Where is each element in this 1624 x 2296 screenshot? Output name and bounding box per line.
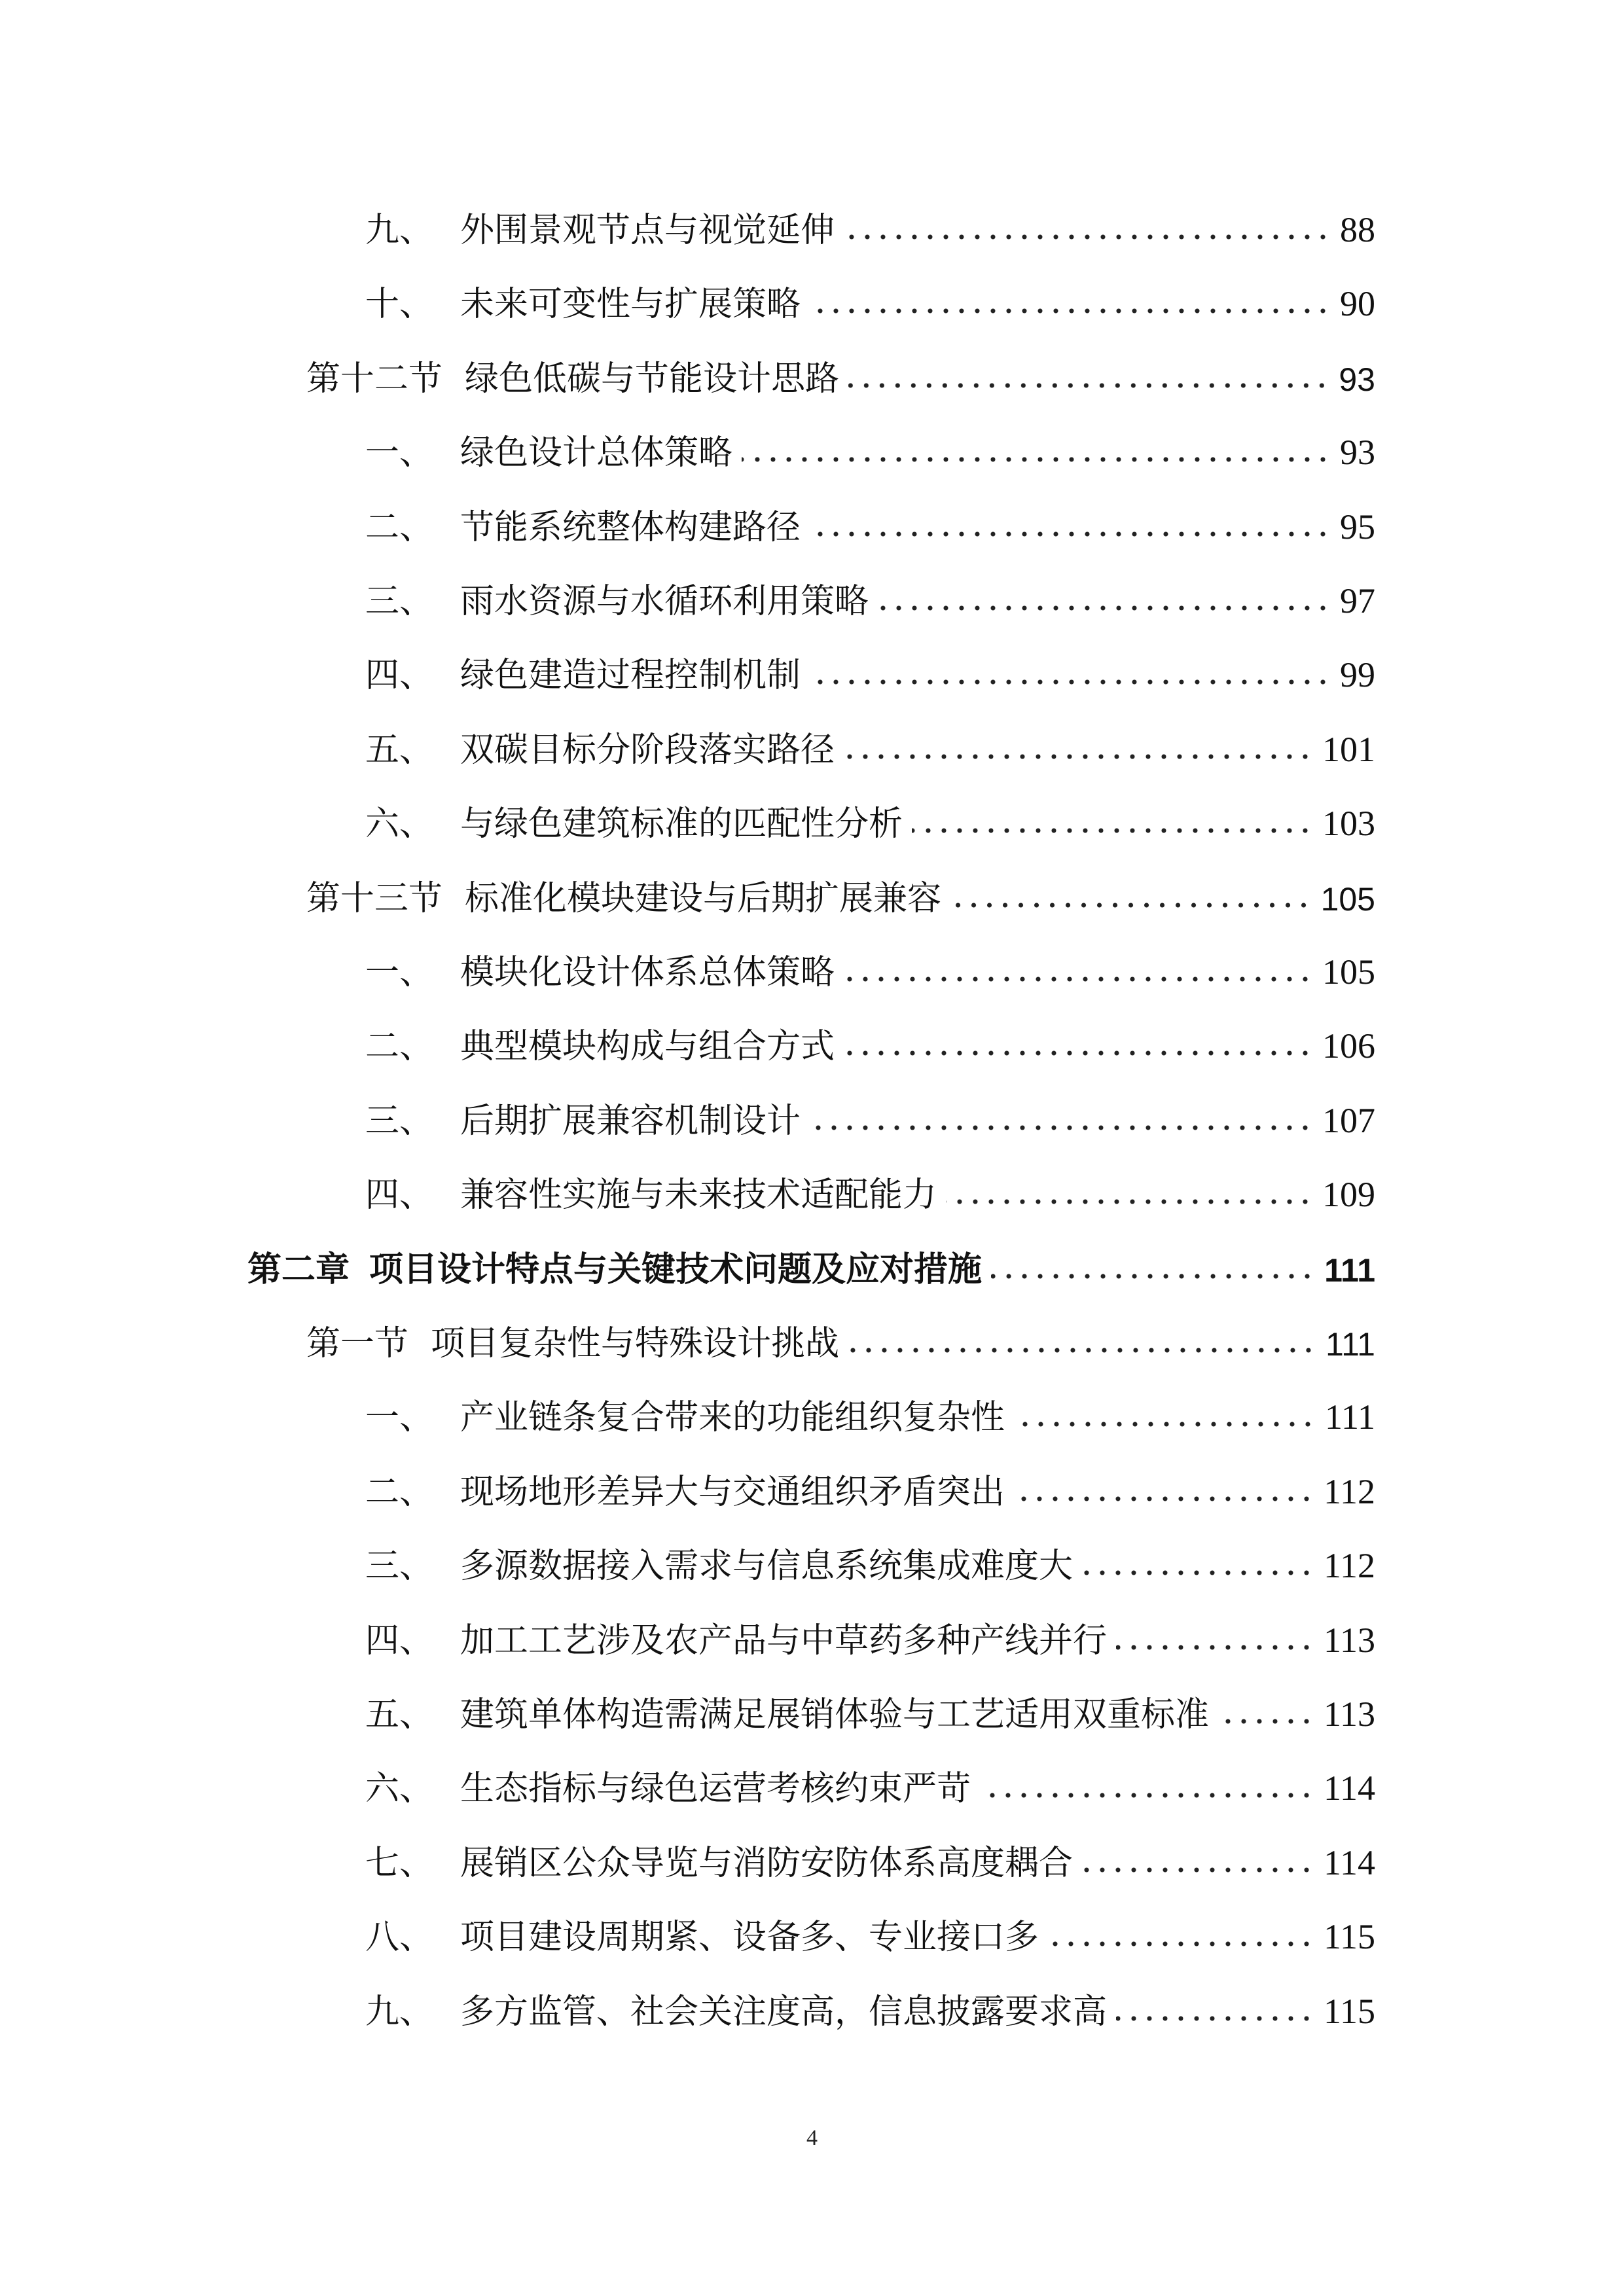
toc-entry-title: 展销区公众导览与消防安防体系高度耦合: [460, 1843, 1074, 1883]
dot-leader: [844, 230, 1331, 243]
toc-entry-title: 典型模块构成与组合方式: [460, 1027, 835, 1067]
toc-entry-title: 项目设计特点与关键技术问题及应对措施: [369, 1249, 983, 1289]
toc-item-entry[interactable]: [365, 1079, 1375, 1141]
dot-leader: [844, 1047, 1313, 1060]
dot-leader: [848, 379, 1329, 392]
dot-leader: [1116, 2012, 1314, 2025]
toc-entry-title: 多源数据接入需求与信息系统集成难度大: [460, 1547, 1074, 1587]
dot-leader: [912, 824, 1313, 837]
dot-leader: [810, 528, 1331, 541]
toc-entry-number: 一、: [365, 1398, 434, 1438]
toc-entry-title: 绿色设计总体策略: [460, 433, 733, 473]
toc-entry-title: 未来可变性与扩展策略: [460, 285, 801, 325]
toc-section-entry[interactable]: [306, 1302, 1375, 1361]
dot-leader: [946, 1195, 1313, 1208]
toc-entry-number: 五、: [365, 730, 434, 770]
toc-entry-page-number: 97: [1340, 581, 1375, 620]
toc-section-entry[interactable]: [306, 337, 1375, 399]
toc-entry-number: 四、: [365, 1621, 434, 1660]
toc-item-entry[interactable]: [365, 188, 1375, 250]
dot-leader: [950, 899, 1312, 912]
dot-leader: [848, 1344, 1316, 1357]
dot-leader: [1082, 1863, 1314, 1876]
toc-item-entry[interactable]: [365, 411, 1375, 473]
toc-item-entry[interactable]: [365, 262, 1375, 325]
toc-entry-number: 四、: [365, 656, 434, 696]
toc-entry-page-number: 105: [1322, 952, 1375, 992]
toc-entry-title: 现场地形差异大与交通组织矛盾突出: [460, 1472, 1005, 1512]
toc-entry-page-number: 111: [1325, 1397, 1375, 1437]
toc-entry-page-number: 111: [1325, 1326, 1375, 1363]
toc-entry-number: 九、: [365, 211, 434, 250]
toc-entry-page-number: 112: [1324, 1471, 1375, 1511]
dot-leader: [1082, 1566, 1314, 1579]
toc-entry-number: 四、: [365, 1175, 434, 1215]
toc-item-entry[interactable]: [365, 1970, 1375, 2032]
toc-entry-page-number: 109: [1322, 1175, 1375, 1215]
page-number: 4: [806, 2126, 818, 2150]
toc-entry-number: 九、: [365, 1992, 434, 2032]
toc-entry-title: 加工工艺涉及农产品与中草药多种产线并行: [460, 1621, 1108, 1660]
toc-chapter-entry[interactable]: [247, 1228, 1375, 1287]
dot-leader: [980, 1789, 1314, 1802]
toc-item-entry[interactable]: [365, 708, 1375, 770]
toc-entry-number: 三、: [365, 1101, 434, 1141]
toc-entry-page-number: 90: [1340, 284, 1375, 324]
toc-entry-page-number: 107: [1322, 1100, 1375, 1140]
toc-item-entry[interactable]: [365, 1376, 1375, 1438]
toc-item-entry[interactable]: [365, 1747, 1375, 1809]
toc-item-entry[interactable]: [365, 1450, 1375, 1512]
toc-entry-number: 二、: [365, 1027, 434, 1067]
toc-item-entry[interactable]: [365, 1599, 1375, 1658]
toc-entry-title: 外围景观节点与视觉延伸: [460, 211, 835, 250]
dot-leader: [844, 750, 1313, 763]
toc-entry-title: 绿色低碳与节能设计思路: [465, 359, 840, 399]
dot-leader: [878, 601, 1331, 615]
dot-leader: [1116, 1641, 1314, 1654]
toc-entry-number: 二、: [365, 1472, 434, 1512]
toc-entry-title: 项目复杂性与特殊设计挑战: [431, 1324, 840, 1363]
toc-entry-number: 六、: [365, 1769, 434, 1809]
toc-entry-page-number: 112: [1324, 1546, 1375, 1586]
toc-entry-page-number: 113: [1324, 1695, 1375, 1734]
toc-entry-title: 产业链条复合带来的功能组织复杂性: [460, 1398, 1005, 1438]
toc-item-entry[interactable]: [365, 1524, 1375, 1587]
toc-entry-title: 兼容性实施与未来技术适配能力: [460, 1175, 937, 1215]
toc-entry-title: 后期扩展兼容机制设计: [460, 1101, 801, 1141]
toc-entry-title: 模块化设计体系总体策略: [460, 953, 835, 992]
toc-entry-number: 三、: [365, 582, 434, 621]
toc-entry-page-number: 115: [1324, 1917, 1375, 1957]
toc-entry-number: 六、: [365, 804, 434, 844]
toc-entry-number: 一、: [365, 433, 434, 473]
toc-item-entry[interactable]: [365, 560, 1375, 619]
toc-entry-title: 与绿色建筑标准的匹配性分析: [460, 804, 903, 844]
toc-entry-page-number: 93: [1340, 433, 1375, 473]
toc-entry-number: 七、: [365, 1843, 434, 1883]
toc-item-entry[interactable]: [365, 486, 1375, 545]
dot-leader: [844, 973, 1313, 986]
toc-entry-number: 三、: [365, 1547, 434, 1587]
toc-entry-title: 节能系统整体构建路径: [460, 507, 801, 547]
dot-leader: [742, 453, 1331, 466]
toc-entry-title: 多方监管、社会关注度高，信息披露要求高: [460, 1992, 1108, 2032]
toc-entry-title: 项目建设周期紧、设备多、专业接口多: [460, 1918, 1039, 1958]
toc-entry-number: 一、: [365, 953, 434, 992]
toc-entry-page-number: 111: [1324, 1251, 1375, 1289]
toc-item-entry[interactable]: [365, 782, 1375, 844]
toc-item-entry[interactable]: [365, 1895, 1375, 1958]
dot-leader: [1218, 1715, 1314, 1728]
toc-entry-page-number: 88: [1340, 210, 1375, 249]
toc-entry-page-number: 99: [1340, 655, 1375, 695]
dot-leader: [810, 1121, 1313, 1134]
dot-leader: [810, 675, 1331, 689]
toc-entry-title: 标准化模块建设与后期扩展兼容: [465, 878, 942, 918]
toc-entry-page-number: 93: [1339, 361, 1375, 398]
toc-entry-page-number: 105: [1320, 880, 1375, 918]
toc-entry-number: 十、: [365, 285, 434, 325]
toc-item-entry[interactable]: [365, 1821, 1375, 1883]
toc-entry-number: 八、: [365, 1918, 434, 1958]
toc-item-entry[interactable]: [365, 1005, 1375, 1067]
toc-item-entry[interactable]: [365, 1153, 1375, 1215]
toc-entry-page-number: 106: [1322, 1026, 1375, 1066]
dot-leader: [991, 1270, 1315, 1283]
toc-entry-page-number: 114: [1324, 1768, 1375, 1808]
toc-entry-page-number: 103: [1322, 804, 1375, 844]
toc-item-entry[interactable]: [365, 1673, 1375, 1732]
dot-leader: [1014, 1492, 1314, 1505]
toc-entry-number: 第一节: [306, 1324, 409, 1363]
toc-entry-page-number: 101: [1322, 729, 1375, 769]
toc-entry-number: 第十三节: [306, 878, 443, 918]
toc-entry-page-number: 114: [1324, 1842, 1375, 1882]
toc-entry-title: 双碳目标分阶段落实路径: [460, 730, 835, 770]
toc-entry-title: 雨水资源与水循环利用策略: [460, 582, 869, 621]
toc-entry-title: 绿色建造过程控制机制: [460, 656, 801, 696]
dot-leader: [810, 304, 1331, 317]
toc-item-entry[interactable]: [365, 931, 1375, 990]
dot-leader: [1014, 1418, 1316, 1431]
toc-entry-number: 第二章: [247, 1249, 350, 1289]
toc-entry-number: 二、: [365, 507, 434, 547]
toc-entry-number: 第十二节: [306, 359, 443, 399]
toc-entry-title: 生态指标与绿色运营考核约束严苛: [460, 1769, 971, 1809]
toc-item-entry[interactable]: [365, 634, 1375, 696]
toc-entry-title: 建筑单体构造需满足展销体验与工艺适用双重标准: [460, 1695, 1210, 1734]
toc-entry-number: 五、: [365, 1695, 434, 1734]
toc-entry-page-number: 95: [1340, 507, 1375, 547]
dot-leader: [1048, 1937, 1314, 1950]
toc-entry-page-number: 115: [1324, 1991, 1375, 2031]
toc-entry-page-number: 113: [1324, 1620, 1375, 1660]
toc-section-entry[interactable]: [306, 857, 1375, 916]
